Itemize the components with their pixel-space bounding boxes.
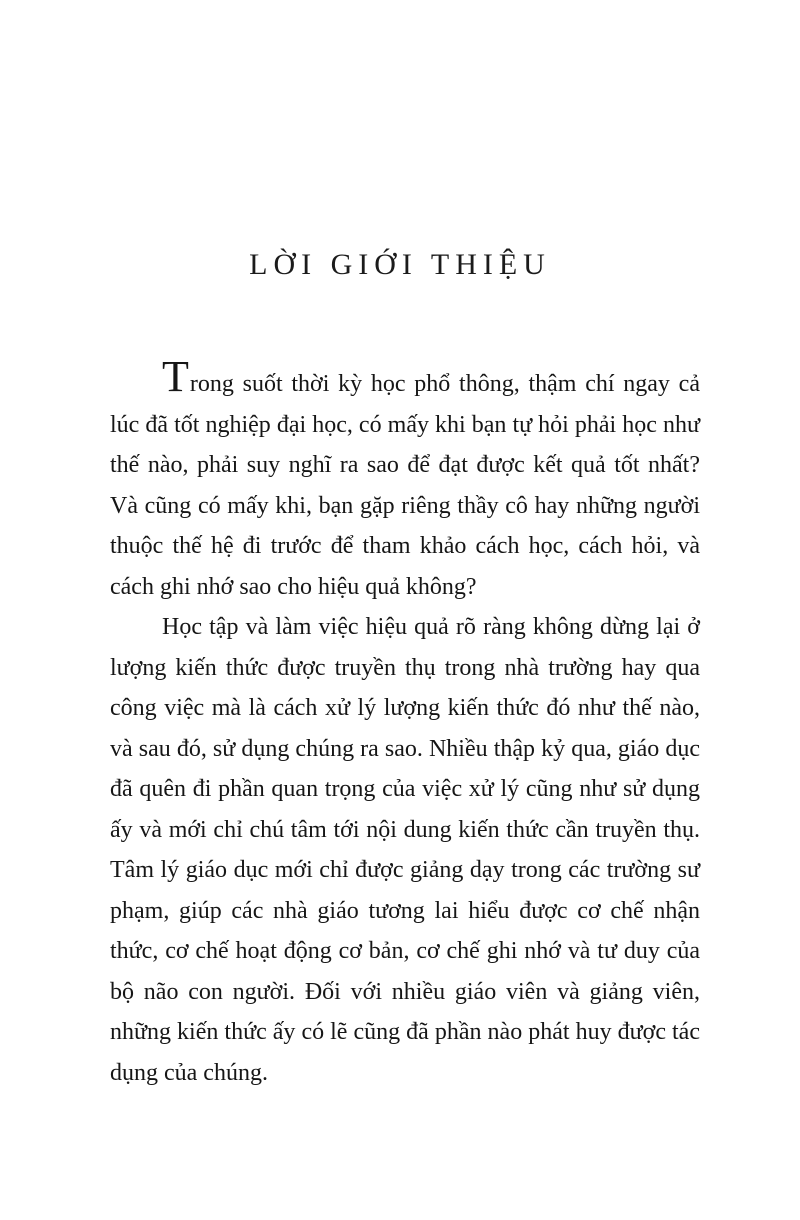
chapter-title: LỜI GIỚI THIỆU (249, 248, 551, 281)
body-text (110, 352, 700, 1093)
drop-cap-initial: T (162, 352, 190, 401)
paragraph-body: Học tập và làm việc hiệu quả rõ ràng không dừng lại ở lượng kiến thức được truyền thụ trong nhà trường hay qua công việc mà là cách xử lý lượng kiến thức đó như thế nào, và sau đó, sử dụng chúng ra sao. Nhiều thập kỷ qua, giáo dục đã quên đi phần quan trọng của việc xử lý cũng như sử dụng ấy và mới chỉ chú tâm tới nội dung kiến thức cần truyền thụ. Tâm lý giáo dục mới chỉ được giảng dạy trong các trường sư phạm, giúp các nhà giáo tương lai hiểu được cơ chế nhận thức, cơ chế hoạt động cơ bản, cơ chế ghi nhớ và tư duy của bộ não con người. Đối với nhiều giáo viên và giảng viên, những kiến thức ấy có lẽ cũng đã phần nào phát huy được tác dụng của chúng. (110, 614, 700, 1086)
paragraph-intro-text: rong suốt thời kỳ học phổ thông, thậm chí ngay cả lúc đã tốt nghiệp đại học, có mấy khi bạn tự hỏi phải học như thế nào, phải suy nghĩ ra sao để đạt được kết quả tốt nhất? Và cũng có mấy khi, bạn gặp riêng thầy cô hay những người thuộc thế hệ đi trước để tham khảo cách học, cách hỏi, và cách ghi nhớ sao cho hiệu quả không? (110, 371, 700, 600)
paragraph-intro (110, 352, 700, 607)
